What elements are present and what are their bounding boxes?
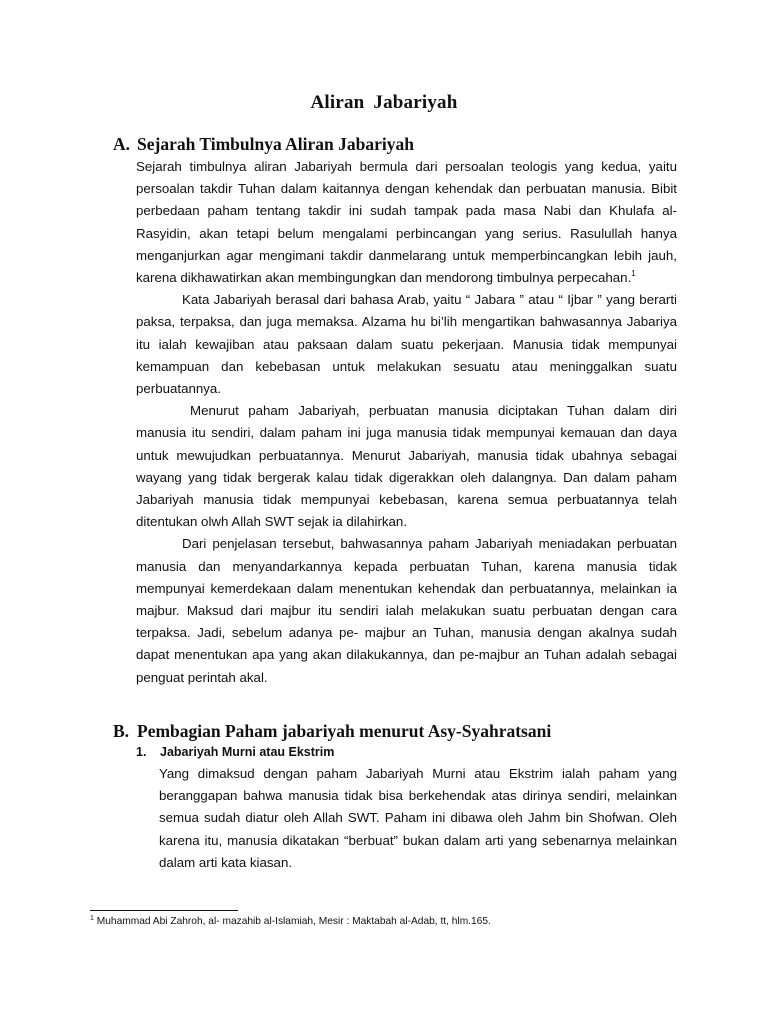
footnote-number: 1 bbox=[90, 915, 94, 922]
section-b-item-1-title: Jabariyah Murni atau Ekstrim bbox=[160, 745, 335, 759]
section-b-item-1-body bbox=[159, 763, 677, 874]
document-title: Aliran Jabariyah bbox=[310, 92, 458, 113]
section-b-item-1-text: Yang dimaksud dengan paham Jabariyah Murni atau Ekstrim ialah paham yang beranggapan bahwa manusia tidak bisa berkehendak atas dirinya sendiri, melainkan semua sudah diatur oleh Allah SWT. Paham ini dibawa oleh Jahm bin Shofwan. Oleh karena itu, manusia dikatakan “berbuat” bukan dalam arti yang sebenarnya melainkan dalam arti kata kiasan. bbox=[159, 766, 677, 870]
section-a-body bbox=[136, 156, 677, 689]
section-a-paragraph-2: Kata Jabariyah berasal dari bahasa Arab, yaitu “ Jabara ” atau “ Ijbar ” yang berarti paksa, terpaksa, dan juga memaksa. Alzama hu bi’lih mengartikan bahwasannya Jabariya itu ialah kewajiban atau paksaan dalam suatu pekerjaan. Manusia tidak mempunyai kemampuan dan kebebasan untuk melakukan sesuatu atau meninggalkan suatu perbuatannya. bbox=[136, 292, 677, 397]
section-a-heading bbox=[113, 134, 414, 155]
section-b-item-1-number: 1. bbox=[136, 745, 147, 759]
section-b-item-1-heading bbox=[136, 745, 334, 759]
section-a-paragraph-3: Menurut paham Jabariyah, perbuatan manusia diciptakan Tuhan dalam diri manusia itu sendiri, dalam paham ini juga manusia tidak mempunyai kemauan dan daya untuk mewujudkan perbuatannya. Menurut Jabariyah, manusia tidak ubahnya sebagai wayang yang tidak bergerak kalau tidak digerakkan oleh dalangnya. Dan dalam paham Jabariyah manusia tidak mempunyai kebebasan, karena semua perbuatannya telah ditentukan olwh Allah SWT sejak ia dilahirkan. bbox=[136, 403, 677, 530]
section-a-paragraph-1: Sejarah timbulnya aliran Jabariyah bermula dari persoalan teologis yang kedua, yaitu persoalan takdir Tuhan dalam kaitannya dengan kehendak dan perbuatan manusia. Bibit perbedaan paham tentang takdir ini sudah tampak pada masa Nabi dan Khulafa al-Rasyidin, akan tetapi belum mengalami perbincangan yang serius. Rasulullah hanya menganjurkan agar mengimani takdir danmelarang untuk memperbincangkan lebih jauh, karena dikhawatirkan akan membingungkan dan mendorong timbulnya perpecahan.$^1$ bbox=[136, 159, 677, 286]
section-a-letter: A. bbox=[113, 134, 131, 154]
footnote bbox=[90, 915, 690, 929]
section-b-title: Pembagian Paham jabariyah menurut Asy-Syahratsani bbox=[137, 721, 552, 741]
section-a-paragraph-4: Dari penjelasan tersebut, bahwasannya paham Jabariyah meniadakan perbuatan manusia dan menyandarkannya kepada perbuatan Tuhan, karena manusia tidak mempunyai kemerdekaan dalam menentukan kehendak dan perbuatannya, melainkan ia majbur. Maksud dari majbur itu sendiri ialah melakukan suatu perbuatan dengan cara terpaksa. Jadi, sebelum adanya pe- majbur an Tuhan, manusia dengan akalnya sudah dapat menentukan apa yang akan dilakukannya, dan pe-majbur an Tuhan adalah sebagai penguat perintah akal. bbox=[136, 536, 677, 685]
footnote-separator bbox=[90, 910, 238, 911]
section-b-letter: B. bbox=[113, 721, 130, 741]
footnote-reference: 1 bbox=[631, 269, 636, 279]
section-b-heading bbox=[113, 721, 551, 742]
section-a-title: Sejarah Timbulnya Aliran Jabariyah bbox=[137, 134, 414, 154]
footnote-text: Muhammad Abi Zahroh, al- mazahib al-Islamiah, Mesir : Maktabah al-Adab, tt, hlm.165. bbox=[96, 916, 491, 927]
